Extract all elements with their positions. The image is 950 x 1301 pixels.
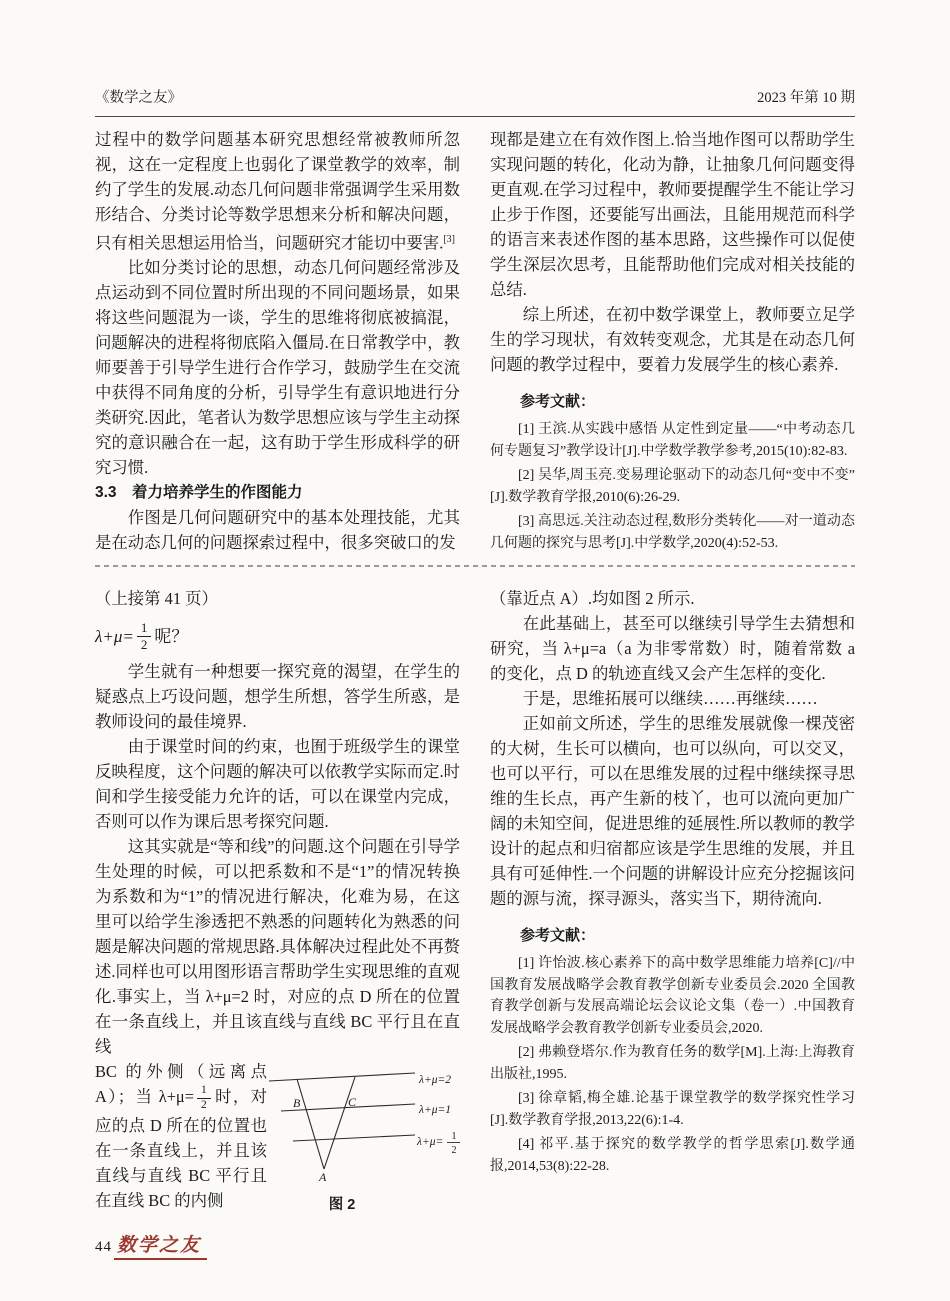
reference-item: [3] 徐章韬,梅全雄.论基于课堂教学的数学探究性学习[J].数学教育学报,2013,22(6):1-4. <box>490 1091 855 1128</box>
article-2-left-column <box>95 586 460 1218</box>
journal-logo: 数学之友 <box>114 1230 207 1260</box>
point-label-C: C <box>348 1095 357 1110</box>
formula-lhs: λ+μ= <box>95 626 134 646</box>
reference-item: [1] 许怡波.核心素养下的高中数学思维能力培养[C]//中国教育发展战略学会教育教学创新专业委员会.2020 全国教育教学创新与发展高端论坛会议论文集（卷一）.中国教育发展战略学会教育教学创新专业委员会,2020. <box>490 956 855 1036</box>
reference-item: [4] 祁平.基于探究的数学教学的哲学思索[J].数学通报,2014,53(8):22-28. <box>490 1137 855 1174</box>
paragraph: 由于课堂时间的约束，也囿于班级学生的课堂反映程度，这个问题的解决可以依教学实际而定.时间和学生接受能力允许的话，可以在课堂内完成，否则可以作为课后思考探究问题. <box>95 737 460 832</box>
fraction <box>137 620 152 652</box>
paragraph: 学生就有一种想要一探究竟的渴望，在学生的疑惑点上巧设问题，想学生所想，答学生所惑，是教师设问的最佳境界. <box>95 662 460 732</box>
article-1-section <box>95 127 855 557</box>
page-footer <box>95 1230 207 1260</box>
paragraph: 在此基础上，甚至可以继续引导学生去猜想和研究，当 λ+μ=a（a 为非零常数）时，随着常数 a 的变化，点 D 的轨迹直线又会产生怎样的变化. <box>490 614 855 683</box>
page-number: 44 <box>95 1239 112 1255</box>
paragraph: 综上所述，在初中数学课堂上，教师要立足学生的学习现状，有效转变观念，尤其是在动态几何问题的教学过程中，要着力发展学生的核心素养. <box>490 305 855 374</box>
article-2-section <box>95 586 855 1218</box>
journal-title: 《数学之友》 <box>95 90 182 106</box>
figure-fraction-denominator: 2 <box>451 1145 457 1157</box>
line-lambda-mu-2 <box>269 1073 415 1081</box>
issue-label: 2023 年第 10 期 <box>757 90 855 106</box>
fraction-denominator: 2 <box>140 636 148 652</box>
wrapped-text-segment: 时，对应的点 D 所在的位置也在一条直线上，并且该直线与直线 BC 平行且在直线 BC 的内侧 <box>95 1087 267 1210</box>
fraction-numerator: 1 <box>137 620 152 637</box>
reference-item: [3] 高思远.关注动态过程,数形分类转化——对一道动态几何题的探究与思考[J].中学数学,2020(4):52-53. <box>490 514 855 551</box>
wrapped-paragraph <box>95 1059 267 1218</box>
paragraph: 正如前文所述，学生的思维发展就像一棵茂密的大树，生长可以横向，也可以纵向，可以交叉，也可以平行，可以在思维发展的过程中继续探寻思维的生长点，再产生新的枝丫，也可以流向更加广阔的未知空间，促进思维的延展性.所以教师的教学设计的起点和归宿都应该是学生思维的发展，并且具有可延伸性.一个问题的讲解设计应充分挖掘该问题的源与流，探寻源头，落实当下，期待流向. <box>490 714 855 908</box>
ray-A-through-C <box>324 1077 355 1169</box>
citation-superscript: [3] <box>443 234 455 245</box>
figure-fraction-numerator: 1 <box>451 1131 457 1143</box>
figure-2-drawing <box>267 1065 460 1183</box>
continued-from-note: （上接第 41 页） <box>95 589 218 608</box>
article-1-right-column <box>490 127 855 557</box>
figure-line-label-bottom-lhs: λ+μ= <box>417 1136 444 1149</box>
ray-A-through-B <box>297 1079 324 1169</box>
article-divider <box>95 565 855 567</box>
page-header <box>95 86 855 117</box>
figure-caption: 图 2 <box>328 1197 356 1214</box>
figure-line-label-mid: λ+μ=1 <box>419 1104 452 1117</box>
point-label-A: A <box>319 1170 327 1184</box>
reference-item: [2] 弗赖登塔尔.作为教育任务的数学[M].上海:上海教育出版社,1995. <box>490 1045 855 1082</box>
reference-item: [1] 王滨.从实践中感悟 从定性到定量——“中考动态几何专题复习”教学设计[J].中学数学教学参考,2015(10):82-83. <box>490 422 855 459</box>
fraction <box>197 1084 211 1113</box>
references-heading: 参考文献： <box>520 393 596 410</box>
paragraph-text: 过程中的数学问题基本研究思想经常被教师所忽视，这在一定程度上也弱化了课堂教学的效率，制约了学生的发展.动态几何问题非常强调学生采用数形结合、分类讨论等数学思想来分析和解决问题，只有相关思想运用恰当，问题研究才能切中要害. <box>95 130 460 253</box>
fraction-numerator: 1 <box>197 1084 211 1099</box>
paragraph: 这其实就是“等和线”的问题.这个问题在引导学生处理的时候，可以把系数和不是“1”的情况转换为系数和为“1”的情况进行解决，化难为易，在这里可以给学生渗透把不熟悉的问题转化为熟悉的问题是解决问题的常规思路.具体解决过程此处不再赘述.同样也可以用图形语言帮助学生实现思维的直观化.事实上，当 λ+μ=2 时，对应的点 D 所在的位置在一条直线上，并且该直线与直线 BC 平行且在直线 <box>95 837 460 1057</box>
section-heading-3-3: 3.3 着力培养学生的作图能力 <box>95 484 303 502</box>
display-formula <box>95 620 460 652</box>
formula-suffix: 呢？ <box>154 626 189 646</box>
article-2-right-column <box>490 586 855 1218</box>
paragraph <box>95 127 460 255</box>
figure-line-label-top: λ+μ=2 <box>419 1074 452 1087</box>
references-heading: 参考文献： <box>520 927 596 944</box>
text-figure-wrap-row <box>95 1059 460 1218</box>
fraction-denominator: 2 <box>200 1098 207 1111</box>
wrapped-text-segment: BC 的外侧（远离点 A）；当 λ+μ= <box>95 1062 267 1107</box>
paragraph: 比如分类讨论的思想，动态几何问题经常涉及点运动到不同位置时所出现的不同问题场景，如果将这些问题混为一谈，学生的思维将彻底被搞混，问题解决的进程将彻底陷入僵局.在日常教学中，教师要善于引导学生进行合作学习，鼓励学生在交流中获得不同角度的分析，引导学生有意识地进行分类研究.因此，笔者认为数学思想应该与学生主动探究的意识融合在一起，这有助于学生形成科学的研究习惯. <box>95 258 460 478</box>
article-1-left-column <box>95 127 460 557</box>
paragraph: 现都是建立在有效作图上.恰当地作图可以帮助学生实现问题的转化，化动为静，让抽象几何问题变得更直观.在学习过程中，教师要提醒学生不能让学习止步于作图，还要能写出画法，且能用规范而科学的语言来表述作图的基本思路，这些操作可以促使学生深层次思考，且能帮助他们完成对相关技能的总结. <box>490 130 855 299</box>
paragraph: 作图是几何问题研究中的基本处理技能，尤其是在动态几何的问题探索过程中，很多突破口的发 <box>95 508 460 553</box>
point-label-B: B <box>293 1096 301 1111</box>
line-lambda-mu-half <box>293 1135 415 1141</box>
paragraph: 于是，思维拓展可以继续……再继续…… <box>522 689 818 708</box>
reference-item: [2] 吴华,周玉亮.变易理论驱动下的动态几何“变中不变”[J].数学教育学报,2010(6):26-29. <box>490 468 855 505</box>
paragraph: （靠近点 A）.均如图 2 所示. <box>490 589 695 608</box>
figure-2 <box>267 1059 460 1218</box>
